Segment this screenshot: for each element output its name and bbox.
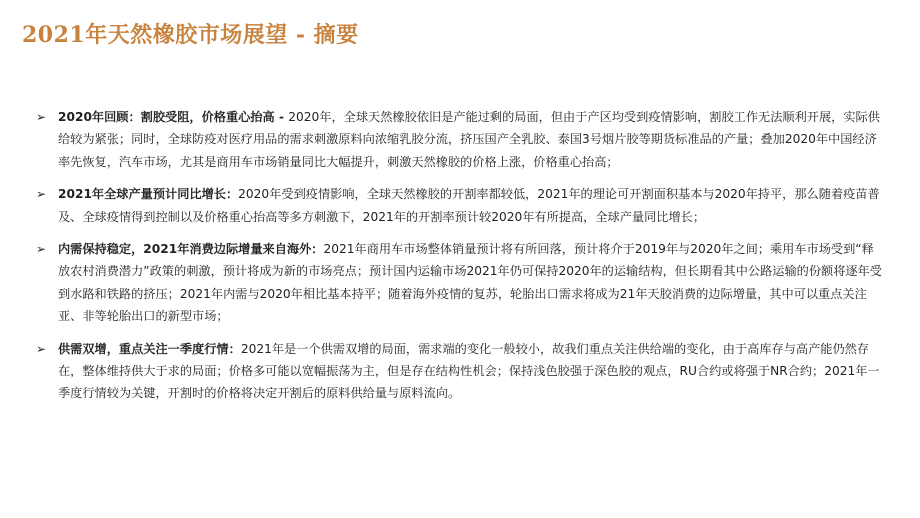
- arrow-bullet-icon: ➢: [36, 187, 47, 202]
- bullet-separator: -: [274, 110, 289, 124]
- bullet-item-demand: [36, 238, 884, 328]
- bullet-item-2021-production: [36, 183, 884, 228]
- page-title: 2021年天然橡胶市场展望 - 摘要: [22, 22, 359, 48]
- bullet-heading: 2020年回顾：割胶受阻，价格重心抬高: [58, 110, 275, 124]
- arrow-bullet-icon: ➢: [36, 242, 47, 257]
- bullet-text: 2021年是一个供需双增的局面，需求端的变化一般较小，故我们重点关注供给端的变化，由于高库存与高产能仍然存在，整体维持供大于求的局面；价格多可能以宽幅振荡为主，但是存在结构性机会；保持浅色胶强于深色胶的观点，RU合约或将强于NR合约；2021年一季度行情较为关键，开割时的价格将决定开割后的原料供给量与原料流向。: [58, 341, 880, 401]
- bullet-item-2020-review: [36, 106, 884, 173]
- summary-body: [36, 106, 884, 415]
- bullet-text: 2020年，全球天然橡胶依旧是产能过剩的局面，但由于产区均受到疫情影响，割胶工作无法顺利开展，实际供给较为紧张；同时，全球防疫对医疗用品的需求刺激原料向浓缩乳胶分流，挤压国产全乳胶、泰国3号烟片胶等期货标准品的产量；叠加2020年中国经济率先恢复，汽车市场，尤其是商用车市场销量同比大幅提升，刺激天然橡胶的价格上涨，价格重心抬高；: [58, 110, 880, 169]
- arrow-bullet-icon: ➢: [36, 341, 47, 356]
- bullet-text: 2020年受到疫情影响，全球天然橡胶的开割率都较低，2021年的理论可开割面积基本与2020年持平，那么随着疫苗普及、全球疫情得到控制以及价格重心抬高等多方刺激下，2021年的开割率预计较2020年有所提高，全球产量同比增长；: [58, 187, 880, 224]
- bullet-item-supply-demand: [36, 338, 884, 405]
- bullet-text: 2021年商用车市场整体销量预计将有所回落，预计将介于2019年与2020年之间；乘用车市场受到“释放农村消费潜力”政策的刺激，预计将成为新的市场亮点；预计国内运输市场2021年仍可保持2020年的运输结构，但长期看其中公路运输的份额将逐年受到水路和铁路的挤压；2021年内需与2020年相比基本持平；随着海外疫情的复苏，轮胎出口需求将成为21年天胶消费的边际增量，其中可以重点关注亚、非等轮胎出口的新型市场；: [58, 242, 882, 324]
- bullet-heading: 2021年全球产量预计同比增长：: [58, 187, 239, 202]
- bullet-heading: 内需保持稳定，2021年消费边际增量来自海外：: [58, 242, 324, 257]
- arrow-bullet-icon: ➢: [36, 110, 47, 124]
- bullet-heading: 供需双增，重点关注一季度行情：: [58, 341, 241, 356]
